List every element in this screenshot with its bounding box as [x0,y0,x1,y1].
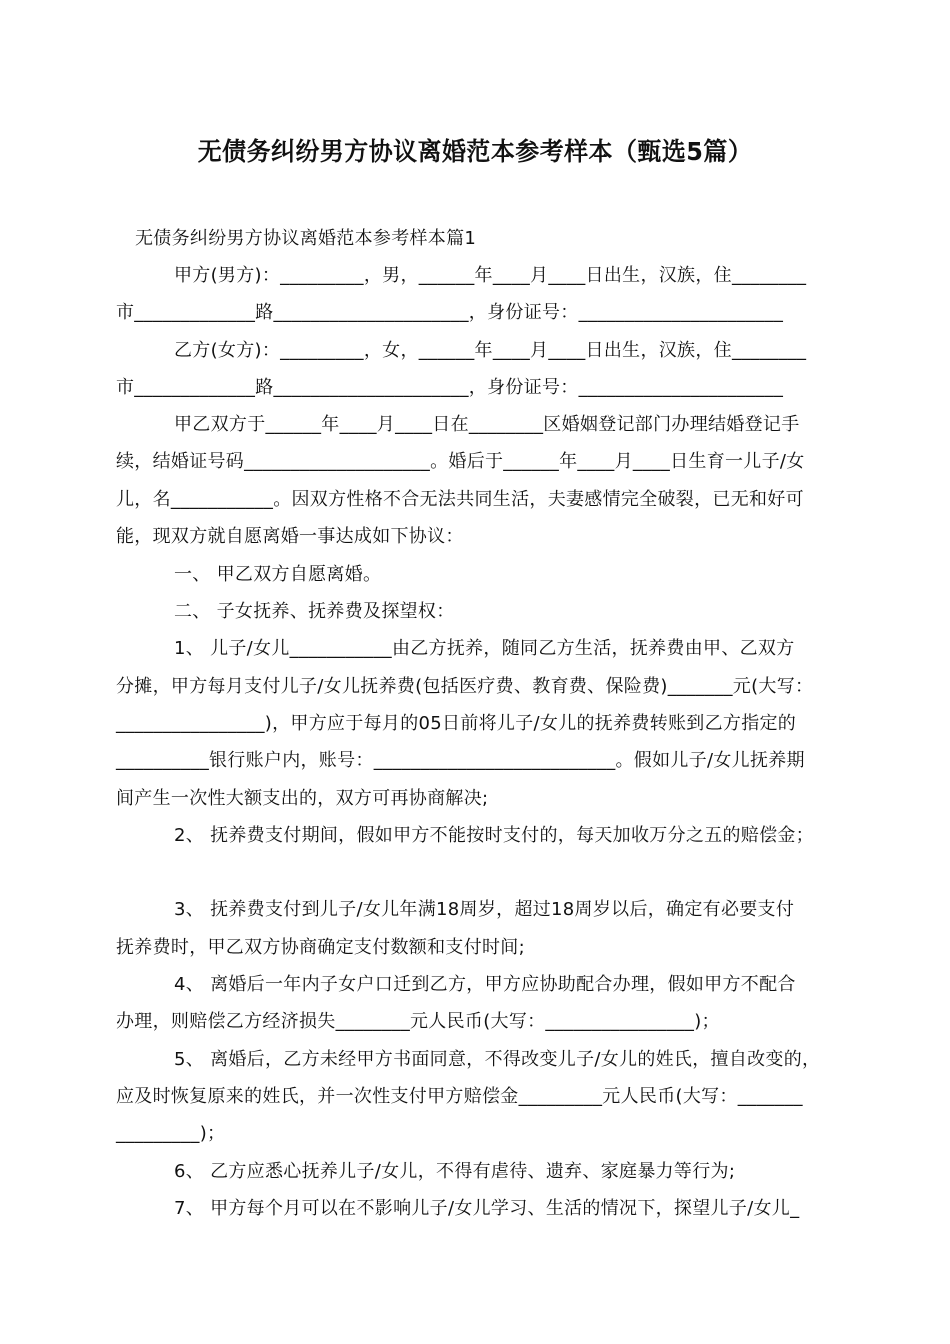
text-line: 4、 离婚后一年内子女户口迁到乙方，甲方应协助配合办理，假如甲方不配合 [174,974,796,995]
text-line: 分摊，甲方每月支付儿子/女儿抚养费(包括医疗费、教育费、保险费)_______元(大写： [116,676,814,697]
text-line: 5、 离婚后，乙方未经甲方书面同意，不得改变儿子/女儿的姓氏，擅自改变的， [174,1049,821,1070]
section-heading: 无债务纠纷男方协议离婚范本参考样本篇1 [135,228,477,249]
text-line: 市_____________路_____________________，身份证号：______________________ [116,377,784,398]
text-line: _________)； [116,1123,226,1144]
document-title: 无债务纠纷男方协议离婚范本参考样本（甄选5篇） [197,137,753,166]
text-line: 乙方(女方)：_________，女，______年____月____日出生，汉族，住________ [174,340,807,361]
text-line: 间产生一次性大额支出的，双方可再协商解决; [116,788,489,809]
text-line: 7、 甲方每个月可以在不影响儿子/女儿学习、生活的情况下，探望儿子/女儿_ [174,1198,800,1219]
text-line: 续，结婚证号码____________________。婚后于______年____月____日生育一儿子/女 [116,451,805,472]
text-line: ________________)，甲方应于每月的05日前将儿子/女儿的抚养费转账到乙方指定的 [116,713,797,734]
text-line: 2、 抚养费支付期间，假如甲方不能按时支付的，每天加收万分之五的赔偿金； [174,825,814,846]
text-line: 市_____________路_____________________，身份证号：______________________ [116,302,784,323]
text-line: 二、 子女抚养、抚养费及探望权： [174,601,455,622]
text-line: 6、 乙方应悉心抚养儿子/女儿，不得有虐待、遗弃、家庭暴力等行为; [174,1161,736,1182]
text-line: 一、 甲乙双方自愿离婚。 [174,564,382,585]
text-line: 能，现双方就自愿离婚一事达成如下协议： [116,526,464,547]
text-line: 儿，名___________。因双方性格不合无法共同生活，夫妻感情完全破裂，已无和好可 [116,489,804,510]
text-line: 应及时恢复原来的姓氏，并一次性支付甲方赔偿金_________元人民币(大写：_______ [116,1086,803,1107]
text-line: 抚养费时，甲乙双方协商确定支付数额和支付时间; [116,937,525,958]
text-line: 办理，则赔偿乙方经济损失________元人民币(大写：________________)； [116,1011,720,1032]
text-line: 甲方(男方)：_________，男，______年____月____日出生，汉族，住________ [174,265,807,286]
text-line: 3、 抚养费支付到儿子/女儿年满18周岁，超过18周岁以后，确定有必要支付 [174,899,795,920]
text-line: __________银行账户内，账号：__________________________。假如儿子/女儿抚养期 [116,750,805,771]
text-line: 1、 儿子/女儿___________由乙方抚养，随同乙方生活，抚养费由甲、乙双方 [174,638,795,659]
text-line: 甲乙双方于______年____月____日在________区婚姻登记部门办理结婚登记手 [174,414,800,435]
